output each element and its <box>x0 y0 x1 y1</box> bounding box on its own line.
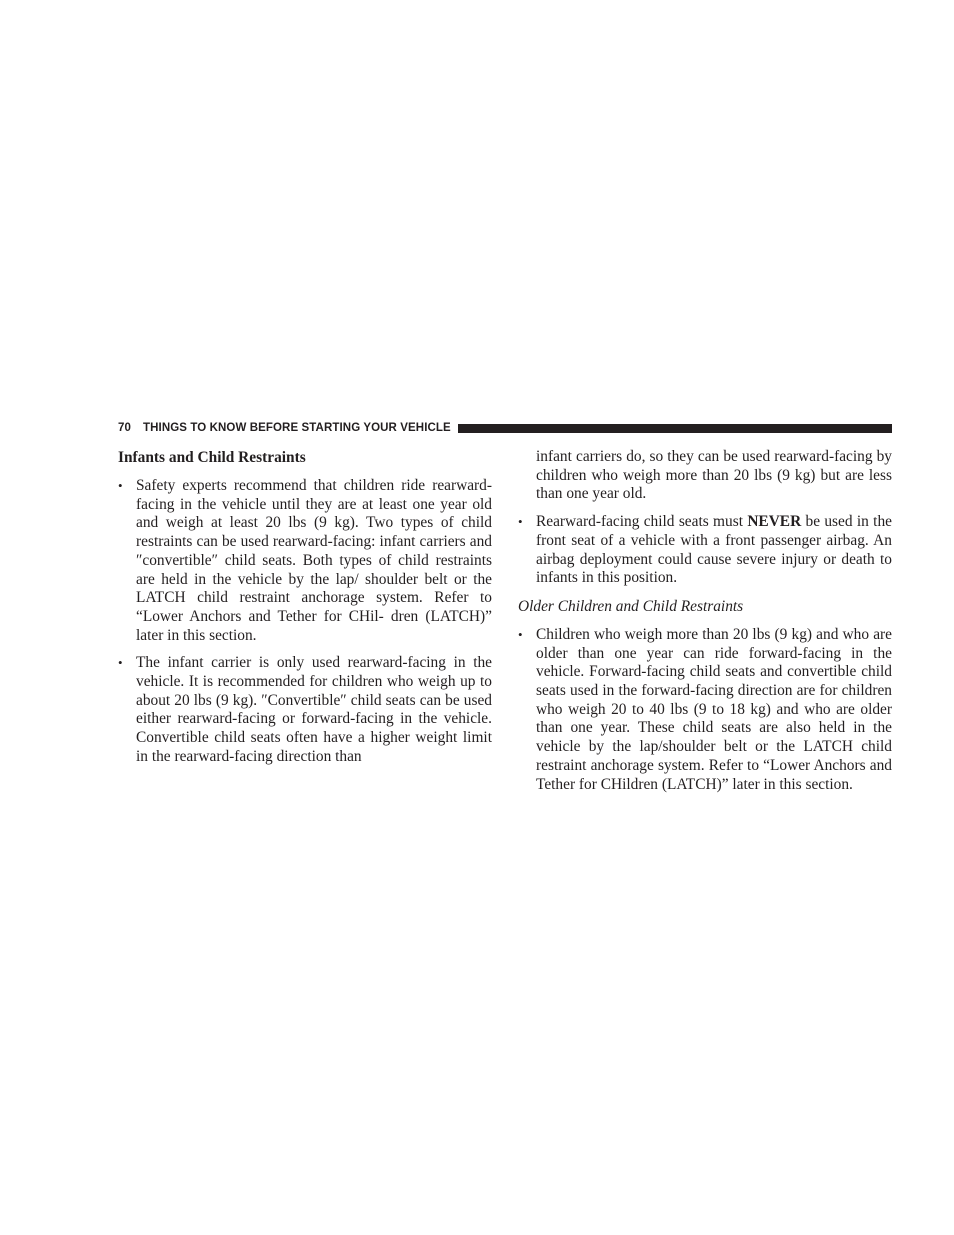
bullet-text: Safety experts recommend that children ride rearward-facing in the vehicle until they are at least one year old and weigh at least 20 lbs (9 kg). Two types of child restraints can be used rearward-facing: infant carriers and ″convertible″ child seats. Both types of child restraints are held in the vehicle by the lap/ shoulder belt or the LATCH child restraint anchorage system. Refer to “Lower Anchors and Tether for CHil- dren (LATCH)” later in this section. <box>136 477 492 644</box>
subsection-heading-infants: Infants and Child Restraints <box>118 449 306 466</box>
header-rule <box>458 424 892 433</box>
bullet-item-infant-carrier <box>118 654 492 766</box>
bullet-item-safety-experts <box>118 477 492 645</box>
right-column <box>518 448 892 803</box>
bullet-icon: • <box>118 478 123 493</box>
bullet-item-older-children <box>518 626 892 794</box>
bullet-continuation: infant carriers do, so they can be used rearward-facing by children who weigh more than 20 lbs (9 kg) but are less than one year old. <box>536 448 892 503</box>
bullet-text-after: be used in the front seat of a vehicle with a front passenger airbag. An airbag deployment could cause severe injury or death to infants in this position. <box>536 513 892 587</box>
page-header <box>118 420 892 436</box>
section-title: THINGS TO KNOW BEFORE STARTING YOUR VEHICLE <box>143 422 451 434</box>
left-column <box>118 448 492 776</box>
warning-emphasis: NEVER <box>747 513 802 531</box>
subsection-heading-older-children: Older Children and Child Restraints <box>518 597 744 615</box>
bullet-text: Children who weigh more than 20 lbs (9 kg) and who are older than one year can ride forward-facing in the vehicle. Forward-facing child seats and convertible child seats used in the forward-facing direction are for children who weigh 20 to 40 lbs (9 to 18 kg) and who are older than one year. These child seats are also held in the vehicle by the lap/shoulder belt or the LATCH child restraint anchorage system. Refer to “Lower Anchors and Tether for CHildren (LATCH)” later in this section. <box>536 625 892 793</box>
bullet-text: The infant carrier is only used rearward-facing in the vehicle. It is recommended for children who weigh up to about 20 lbs (9 kg). ″Convertible″ child seats can be used either rearward-facing or forward-facing in the vehicle. Convertible child seats often have a higher weight limit in the rearward-facing direction than <box>136 654 492 765</box>
bullet-icon: • <box>518 514 523 530</box>
bullet-icon: • <box>118 655 123 671</box>
bullet-icon: • <box>518 626 523 642</box>
page-number: 70 <box>118 422 131 434</box>
bullet-item-never-front-seat <box>518 513 892 588</box>
bullet-text-before: Rearward-facing child seats must <box>536 513 748 531</box>
